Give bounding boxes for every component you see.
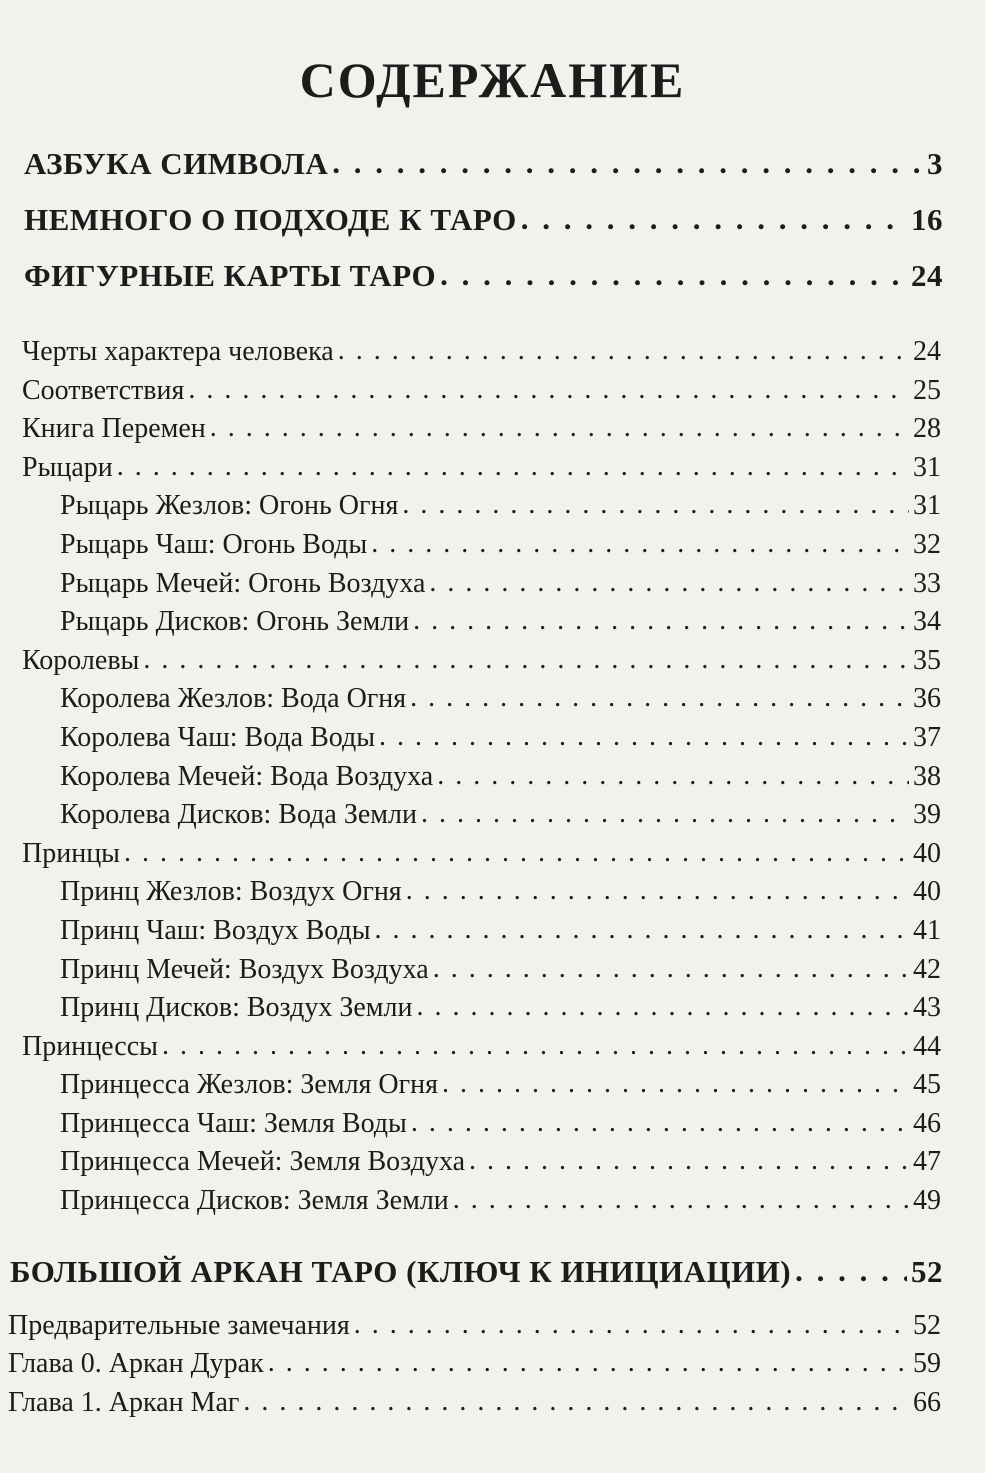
dot-leader [469, 1145, 909, 1177]
toc-entry-label: НЕМНОГО О ПОДХОДЕ К ТАРО [24, 202, 517, 237]
dot-leader [268, 1347, 909, 1379]
dot-leader [429, 567, 909, 599]
dot-leader [453, 1184, 909, 1216]
toc-entry-chapter [0, 202, 985, 258]
toc-entry [0, 568, 985, 607]
toc-entry-label: Королева Дисков: Вода Земли [60, 799, 417, 831]
toc-entry [0, 529, 985, 568]
dot-leader [406, 875, 909, 907]
toc-entry-page: 44 [913, 1030, 941, 1062]
dot-leader [521, 201, 907, 237]
toc-entry [0, 1310, 985, 1349]
toc-entry-page: 40 [913, 837, 941, 869]
toc-entry-page: 36 [913, 683, 941, 715]
toc-entry-page: 40 [913, 876, 941, 908]
toc-entry-label: Рыцарь Дисков: Огонь Земли [60, 606, 410, 638]
toc-entry [0, 838, 985, 877]
toc-entry-label: Рыцарь Жезлов: Огонь Огня [60, 490, 399, 522]
toc-entry [0, 1108, 985, 1147]
dot-leader [162, 1030, 909, 1062]
toc-entry-page: 24 [913, 336, 941, 367]
toc-entry-label: Королева Чаш: Вода Воды [60, 721, 376, 753]
toc-entry-label: Принцы [22, 837, 120, 869]
toc-entry-label: Предварительные замечания [8, 1309, 350, 1341]
toc-entry [0, 1348, 985, 1387]
toc-entry [0, 336, 985, 375]
toc-entry [0, 606, 985, 645]
toc-entry [0, 761, 985, 800]
toc-entry [0, 1069, 985, 1108]
toc-entry [0, 992, 985, 1031]
toc-entry [0, 375, 985, 414]
toc-entry-page: 33 [913, 567, 941, 599]
toc-entry-page: 39 [913, 799, 941, 831]
toc-entry-chapter [0, 258, 985, 314]
dot-leader [332, 145, 923, 181]
toc-entry-page: 59 [913, 1348, 941, 1380]
toc-entry [0, 876, 985, 915]
toc-entry-page: 45 [913, 1069, 941, 1101]
toc-entry-page: 49 [913, 1185, 941, 1217]
toc-entry-label: Принц Мечей: Воздух Воздуха [60, 953, 429, 985]
dot-leader [243, 1386, 909, 1418]
toc-entry-label: Рыцари [22, 451, 113, 483]
toc-entry [0, 490, 985, 529]
toc-entry-page: 3 [927, 146, 943, 181]
toc-entry-label: Принц Жезлов: Воздух Огня [60, 876, 402, 908]
dot-leader [795, 1253, 907, 1289]
dot-leader [379, 721, 909, 753]
toc-entry-page: 43 [913, 992, 941, 1024]
toc-entry-label: Королева Жезлов: Вода Огня [60, 683, 407, 715]
dot-leader [437, 760, 909, 792]
toc-entry-page: 37 [913, 721, 941, 753]
toc-entry-label: Принц Чаш: Воздух Воды [60, 914, 371, 946]
toc-entry [0, 452, 985, 491]
toc-entry-page: 31 [913, 451, 941, 483]
toc-entry-page: 42 [913, 953, 941, 985]
toc-entry [0, 1031, 985, 1070]
dot-leader [143, 644, 909, 676]
toc-entry-label: Рыцарь Чаш: Огонь Воды [60, 528, 368, 560]
toc-entry [0, 1387, 985, 1426]
toc-entry-label: Книга Перемен [22, 413, 206, 445]
toc-entry-label: Глава 1. Аркан Маг [8, 1386, 240, 1418]
dot-leader [442, 1068, 909, 1100]
dot-leader [433, 953, 909, 985]
dot-leader [411, 1107, 909, 1139]
dot-leader [117, 451, 909, 483]
toc-entry-label: Принцесса Мечей: Земля Воздуха [60, 1146, 466, 1178]
dot-leader [124, 837, 909, 869]
toc-entry-page: 52 [913, 1309, 941, 1341]
dot-leader [338, 335, 909, 367]
toc-entry-label: Соответствия [22, 374, 185, 406]
toc-entry [0, 1146, 985, 1185]
toc-entry-page: 38 [913, 760, 941, 792]
section-gap [0, 1224, 985, 1254]
toc-entry-page: 66 [913, 1386, 941, 1418]
toc-entry-page: 46 [913, 1107, 941, 1139]
toc-entry-label: Черты характера человека [22, 336, 334, 367]
toc-entry-label: АЗБУКА СИМВОЛА [24, 146, 329, 181]
toc-entry-label: Принц Дисков: Воздух Земли [60, 992, 413, 1024]
toc-entry [0, 645, 985, 684]
toc-entry-page: 25 [913, 374, 941, 406]
toc-entry [0, 413, 985, 452]
toc-entry-page: 41 [913, 914, 941, 946]
dot-leader [421, 798, 909, 830]
page-title: СОДЕРЖАНИЕ [299, 52, 686, 108]
dot-leader [210, 412, 909, 444]
toc-entry [0, 722, 985, 761]
toc-entry-page: 32 [913, 528, 941, 560]
section-gap [0, 314, 985, 336]
toc-entry-label: Рыцарь Мечей: Огонь Воздуха [60, 567, 426, 599]
toc-entry [0, 954, 985, 993]
dot-leader [416, 991, 909, 1023]
toc-entry-label: Глава 0. Аркан Дурак [8, 1348, 264, 1380]
dot-leader [354, 1309, 909, 1341]
dot-leader [413, 605, 909, 637]
dot-leader [440, 257, 907, 293]
toc-entry-label: Принцесса Чаш: Земля Воды [60, 1107, 407, 1139]
toc-entry-page: 28 [913, 413, 941, 445]
dot-leader [410, 682, 909, 714]
toc-entry-page: 47 [913, 1146, 941, 1178]
dot-leader [371, 528, 909, 560]
toc-entry-chapter [0, 1254, 985, 1310]
toc-entry-page: 52 [911, 1253, 943, 1289]
toc-entry-page: 24 [911, 258, 943, 293]
toc-entry-chapter [0, 146, 985, 202]
toc-entry [0, 1185, 985, 1224]
toc-entry [0, 799, 985, 838]
toc-entry-page: 35 [913, 644, 941, 676]
toc-entry-label: Королевы [22, 644, 140, 676]
toc-entry-label: Принцесса Жезлов: Земля Огня [60, 1069, 438, 1101]
toc-entry-label: ФИГУРНЫЕ КАРТЫ ТАРО [24, 258, 437, 293]
table-of-contents [0, 146, 985, 1425]
toc-entry-label: Принцессы [22, 1030, 158, 1062]
toc-entry [0, 683, 985, 722]
toc-entry [0, 915, 985, 954]
toc-entry-page: 31 [913, 490, 941, 522]
dot-leader [188, 374, 909, 406]
dot-leader [375, 914, 909, 946]
toc-entry-label: Принцесса Дисков: Земля Земли [60, 1185, 449, 1217]
dot-leader [402, 489, 909, 521]
toc-entry-page: 16 [911, 202, 943, 237]
toc-entry-page: 34 [913, 606, 941, 638]
toc-entry-label: БОЛЬШОЙ АРКАН ТАРО (КЛЮЧ К ИНИЦИАЦИИ) [10, 1253, 792, 1289]
toc-entry-label: Королева Мечей: Вода Воздуха [60, 760, 434, 792]
